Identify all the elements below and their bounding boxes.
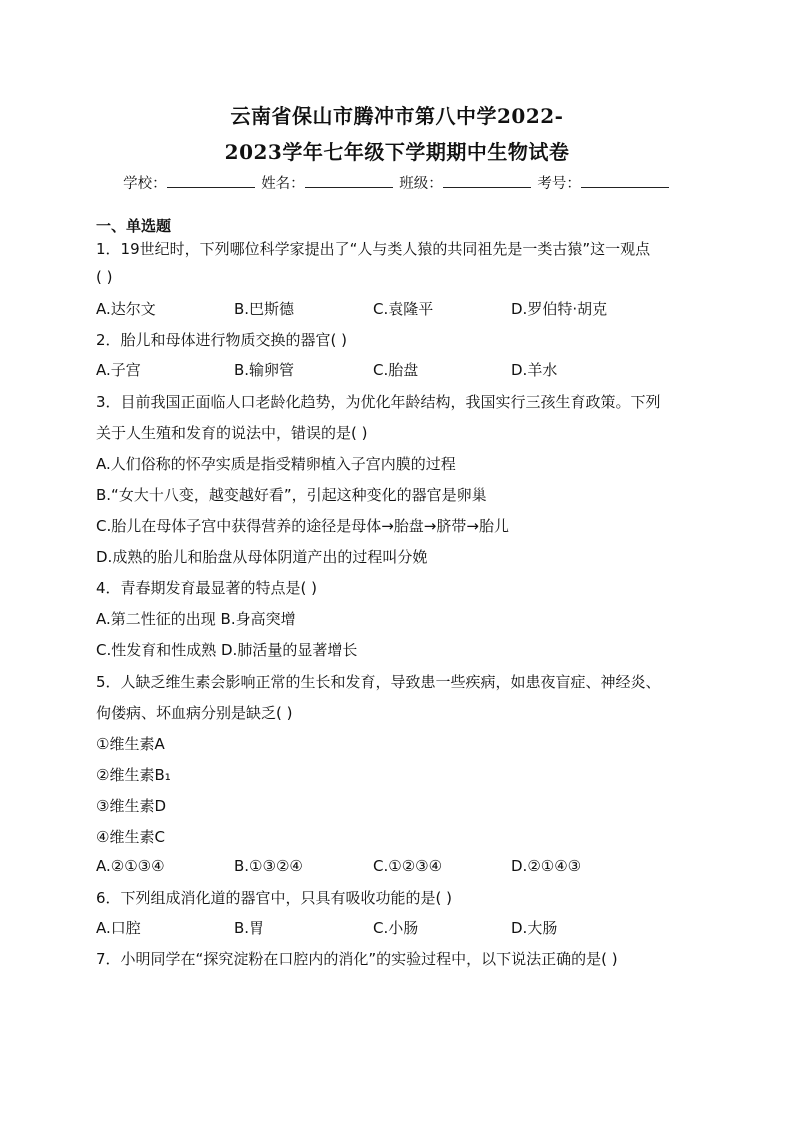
question-6-option-b: B.胃	[234, 919, 265, 937]
question-2-option-d: D.羊水	[511, 361, 558, 379]
class-label: 班级：	[399, 176, 443, 192]
question-5-item-3: ③维生素D	[96, 797, 166, 815]
school-label: 学校：	[123, 176, 167, 192]
name-blank	[305, 174, 393, 188]
question-2-option-c: C.胎盘	[373, 361, 419, 379]
question-4-options-cd: C.性发育和性成熟 D.肺活量的显著增长	[96, 641, 358, 659]
question-4-line-1: 4．青春期发育最显著的特点是( )	[96, 579, 318, 597]
question-6-option-c: C.小肠	[373, 919, 419, 937]
student-info-row	[0, 172, 794, 193]
class-blank	[443, 174, 531, 188]
name-label: 姓名：	[261, 176, 305, 192]
question-6-option-a: A.口腔	[96, 919, 141, 937]
section-heading: 一、单选题	[96, 217, 172, 235]
question-3-option-d: D.成熟的胎儿和胎盘从母体阴道产出的过程叫分娩	[96, 548, 428, 566]
question-6-option-d: D.大肠	[511, 919, 558, 937]
question-3-option-c: C.胎儿在母体子宫中获得营养的途径是母体→胎盘→脐带→胎儿	[96, 517, 509, 535]
school-blank	[167, 174, 255, 188]
question-3-option-a: A.人们俗称的怀孕实质是指受精卵植入子宫内膜的过程	[96, 455, 456, 473]
question-1-option-b: B.巴斯德	[234, 300, 295, 318]
question-5-item-1: ①维生素A	[96, 735, 165, 753]
question-5-line-2: 佝偻病、坏血病分别是缺乏( )	[96, 704, 293, 722]
question-2-line-1: 2．胎儿和母体进行物质交换的器官( )	[96, 331, 348, 349]
question-3-line-2: 关于人生殖和发育的说法中，错误的是( )	[96, 424, 368, 442]
question-5-option-c: C.①②③④	[373, 857, 443, 875]
question-5-line-1: 5．人缺乏维生素会影响正常的生长和发育，导致患一些疾病，如患夜盲症、神经炎、	[96, 673, 661, 691]
question-7-line-1: 7．小明同学在“探究淀粉在口腔内的消化”的实验过程中，以下说法正确的是( )	[96, 950, 618, 968]
question-2-option-a: A.子宫	[96, 361, 141, 379]
question-1-option-d: D.罗伯特·胡克	[511, 300, 608, 318]
question-5-option-d: D.②①④③	[511, 857, 582, 875]
question-4-options-ab: A.第二性征的出现 B.身高突增	[96, 610, 296, 628]
question-5-item-4: ④维生素C	[96, 828, 165, 846]
question-1-line-2: ( )	[96, 268, 113, 286]
question-5-item-2: ②维生素B₁	[96, 766, 171, 784]
question-1-line-1: 1．19世纪时，下列哪位科学家提出了“人与类人猿的共同祖先是一类古猿”这一观点	[96, 240, 651, 258]
question-3-option-b: B.“女大十八变，越变越好看”，引起这种变化的器官是卵巢	[96, 486, 487, 504]
exam-number-blank	[581, 174, 669, 188]
question-1-option-c: C.袁隆平	[373, 300, 434, 318]
question-2-option-b: B.输卵管	[234, 361, 295, 379]
question-5-option-a: A.②①③④	[96, 857, 165, 875]
question-5-option-b: B.①③②④	[234, 857, 303, 875]
question-1-option-a: A.达尔文	[96, 300, 156, 318]
question-3-line-1: 3．目前我国正面临人口老龄化趋势，为优化年龄结构，我国实行三孩生育政策。下列	[96, 393, 661, 411]
exam-title-line1: 云南省保山市腾冲市第八中学2022-	[230, 104, 564, 128]
exam-title-line2: 2023学年七年级下学期期中生物试卷	[224, 140, 570, 164]
question-6-line-1: 6．下列组成消化道的器官中，只具有吸收功能的是( )	[96, 889, 453, 907]
exam-number-label: 考号：	[537, 176, 581, 192]
